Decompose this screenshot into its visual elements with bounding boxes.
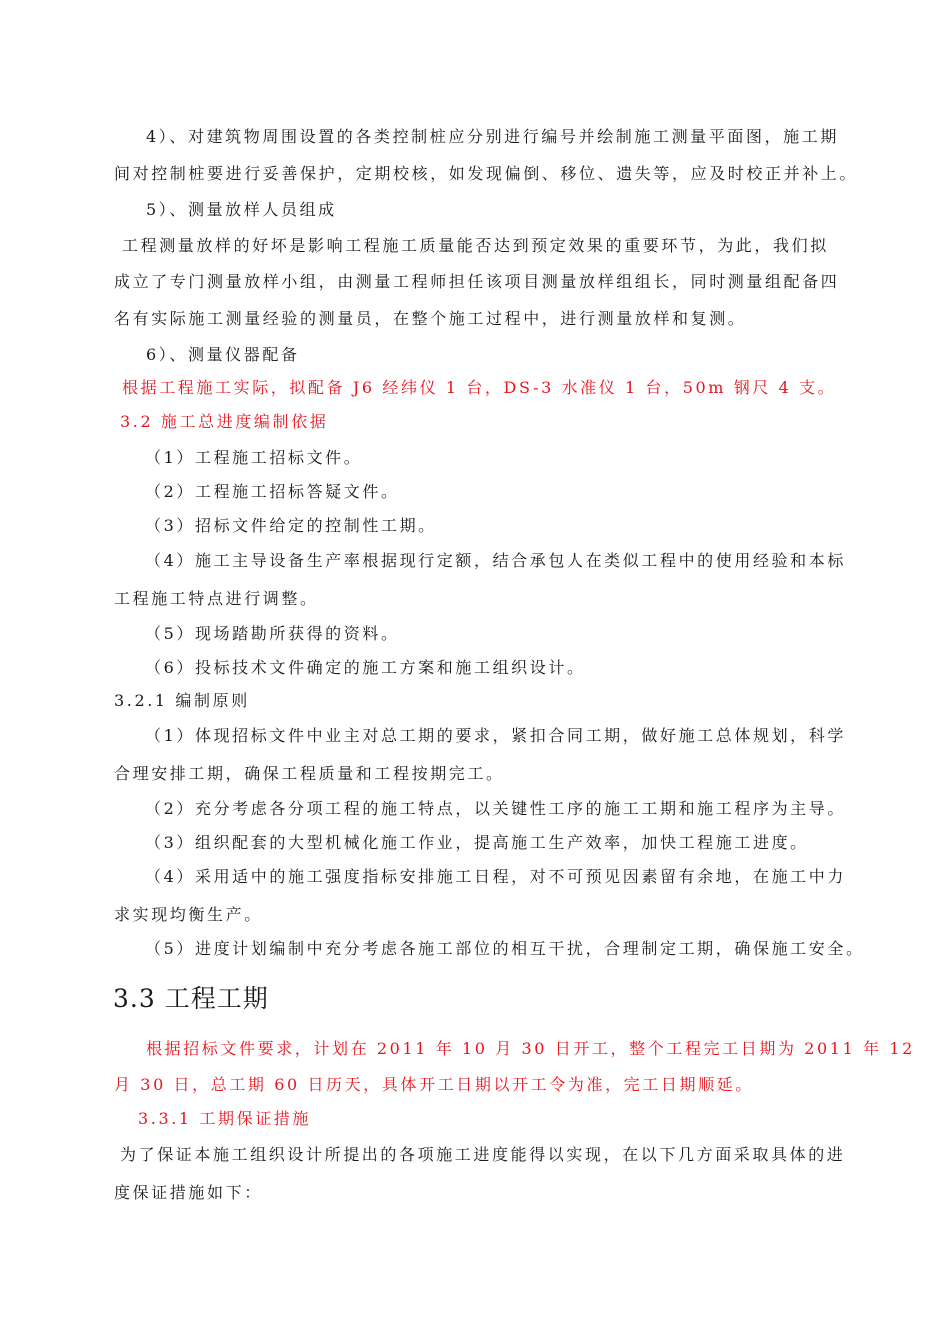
section-heading-3-3: 3.3 工程工期 (113, 984, 269, 1013)
paragraph-line: 工程测量放样的好坏是影响工程施工质量能否达到预定效果的重要环节，为此，我们拟 (122, 236, 829, 255)
list-item-continuation: 工程施工特点进行调整。 (114, 589, 319, 608)
list-item: （3）招标文件给定的控制性工期。 (145, 516, 437, 535)
list-item-continuation: 求实现均衡生产。 (114, 905, 263, 924)
highlighted-line: 根据招标文件要求，计划在 2011 年 10 月 30 日开工，整个工程完工日期为 2011 年 12 (146, 1039, 915, 1058)
paragraph-line: 间对控制桩要进行妥善保护，定期校核，如发现偏倒、移位、遗失等，应及时校正并补上。 (114, 164, 859, 183)
highlighted-line: 月 30 日，总工期 60 日历天，具体开工日期以开工令为准，完工日期顺延。 (114, 1075, 754, 1094)
list-item: （5）进度计划编制中充分考虑各施工部位的相互干扰，合理制定工期，确保施工安全。 (145, 939, 865, 958)
paragraph-heading: 5）、测量放样人员组成 (146, 200, 337, 219)
list-item-continuation: 合理安排工期，确保工程质量和工程按期完工。 (114, 764, 505, 783)
list-item: （5）现场踏勘所获得的资料。 (145, 624, 400, 643)
paragraph-line: 4）、对建筑物周围设置的各类控制桩应分别进行编号并绘制施工测量平面图，施工期 (146, 127, 839, 146)
list-item: （6）投标技术文件确定的施工方案和施工组织设计。 (145, 658, 586, 677)
list-item: （2）充分考虑各分项工程的施工特点，以关键性工序的施工工期和施工程序为主导。 (145, 799, 846, 818)
list-item: （3）组织配套的大型机械化施工作业，提高施工生产效率，加快工程施工进度。 (145, 833, 809, 852)
section-heading-3-2-1: 3.2.1 编制原则 (114, 691, 250, 710)
paragraph-line: 度保证措施如下： (114, 1183, 263, 1202)
paragraph-line: 名有实际施工测量经验的测量员，在整个施工过程中，进行测量放样和复测。 (114, 309, 747, 328)
list-item: （2）工程施工招标答疑文件。 (145, 482, 400, 501)
highlighted-line: 根据工程施工实际，拟配备 J6 经纬仪 1 台，DS-3 水准仪 1 台，50m 钢尺 4 支。 (122, 378, 837, 397)
section-heading-3-2: 3.2 施工总进度编制依据 (120, 412, 329, 431)
list-item: （1）体现招标文件中业主对总工期的要求，紧扣合同工期，做好施工总体规划，科学 (145, 726, 846, 745)
section-heading-3-3-1: 3.3.1 工期保证措施 (138, 1109, 311, 1128)
list-item: （4）采用适中的施工强度指标安排施工日程，对不可预见因素留有余地，在施工中力 (145, 867, 846, 886)
paragraph-heading: 6）、测量仪器配备 (146, 345, 300, 364)
paragraph-line: 为了保证本施工组织设计所提出的各项施工进度能得以实现，在以下几方面采取具体的进 (120, 1145, 846, 1164)
paragraph-line: 成立了专门测量放样小组，由测量工程师担任该项目测量放样组组长，同时测量组配备四 (114, 272, 840, 291)
list-item: （4）施工主导设备生产率根据现行定额，结合承包人在类似工程中的使用经验和本标 (145, 551, 846, 570)
list-item: （1）工程施工招标文件。 (145, 448, 363, 467)
